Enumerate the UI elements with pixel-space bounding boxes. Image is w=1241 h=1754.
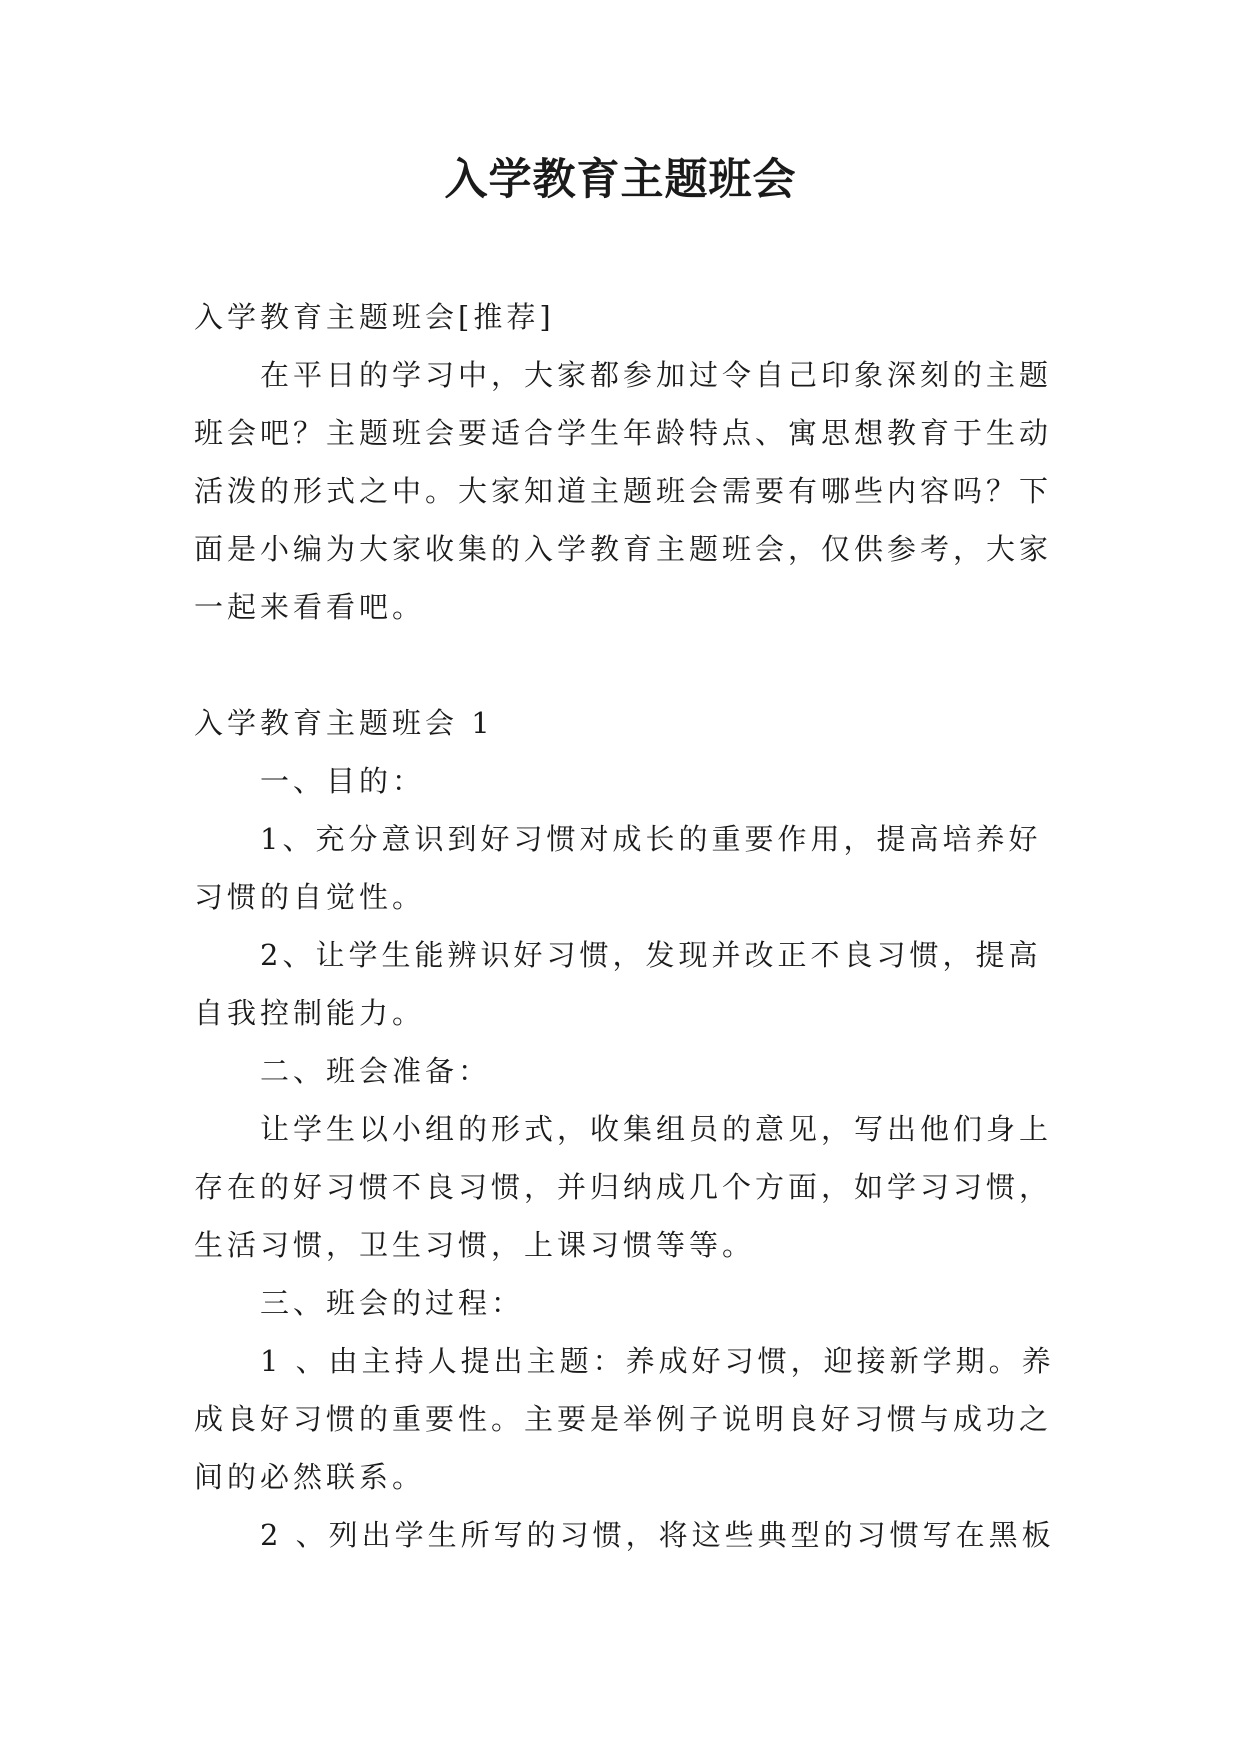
- list-item-line: 2 、列出学生所写的习惯，将这些典型的习惯写在黑板: [260, 1518, 1055, 1552]
- list-item-line: 2、让学生能辨识好习惯，发现并改正不良习惯，提高: [260, 938, 1042, 972]
- list-heading: 一、目的：: [260, 764, 426, 798]
- paragraph-line: 班会吧？主题班会要适合学生年龄特点、寓思想教育于生动: [194, 416, 1053, 450]
- paragraph-line: 活泼的形式之中。大家知道主题班会需要有哪些内容吗？下: [194, 474, 1053, 508]
- list-heading: 二、班会准备：: [260, 1054, 492, 1088]
- paragraph-line: 存在的好习惯不良习惯，并归纳成几个方面，如学习习惯，: [194, 1170, 1053, 1204]
- section-heading: 入学教育主题班会 1: [194, 706, 494, 740]
- list-item-line: 成良好习惯的重要性。主要是举例子说明良好习惯与成功之: [194, 1402, 1053, 1436]
- paragraph-line: 让学生以小组的形式，收集组员的意见，写出他们身上: [260, 1112, 1053, 1146]
- list-item-line: 习惯的自觉性。: [194, 880, 426, 914]
- document-title: 入学教育主题班会: [444, 155, 797, 205]
- subtitle-line: 入学教育主题班会[推荐]: [194, 300, 555, 334]
- list-item-line: 间的必然联系。: [194, 1460, 426, 1494]
- paragraph-line: 在平日的学习中，大家都参加过令自己印象深刻的主题: [260, 358, 1053, 392]
- document-body: [194, 288, 1054, 1564]
- list-item-line: 1、充分意识到好习惯对成长的重要作用，提高培养好: [260, 822, 1042, 856]
- paragraph-line: 生活习惯，卫生习惯，上课习惯等等。: [194, 1228, 756, 1262]
- paragraph-line: 一起来看看吧。: [194, 590, 426, 624]
- list-item-line: 自我控制能力。: [194, 996, 426, 1030]
- paragraph-line: 面是小编为大家收集的入学教育主题班会，仅供参考，大家: [194, 532, 1053, 566]
- list-item-line: 1 、由主持人提出主题：养成好习惯，迎接新学期。养: [260, 1344, 1055, 1378]
- list-heading: 三、班会的过程：: [260, 1286, 525, 1320]
- paragraph-spacer: [194, 636, 1054, 694]
